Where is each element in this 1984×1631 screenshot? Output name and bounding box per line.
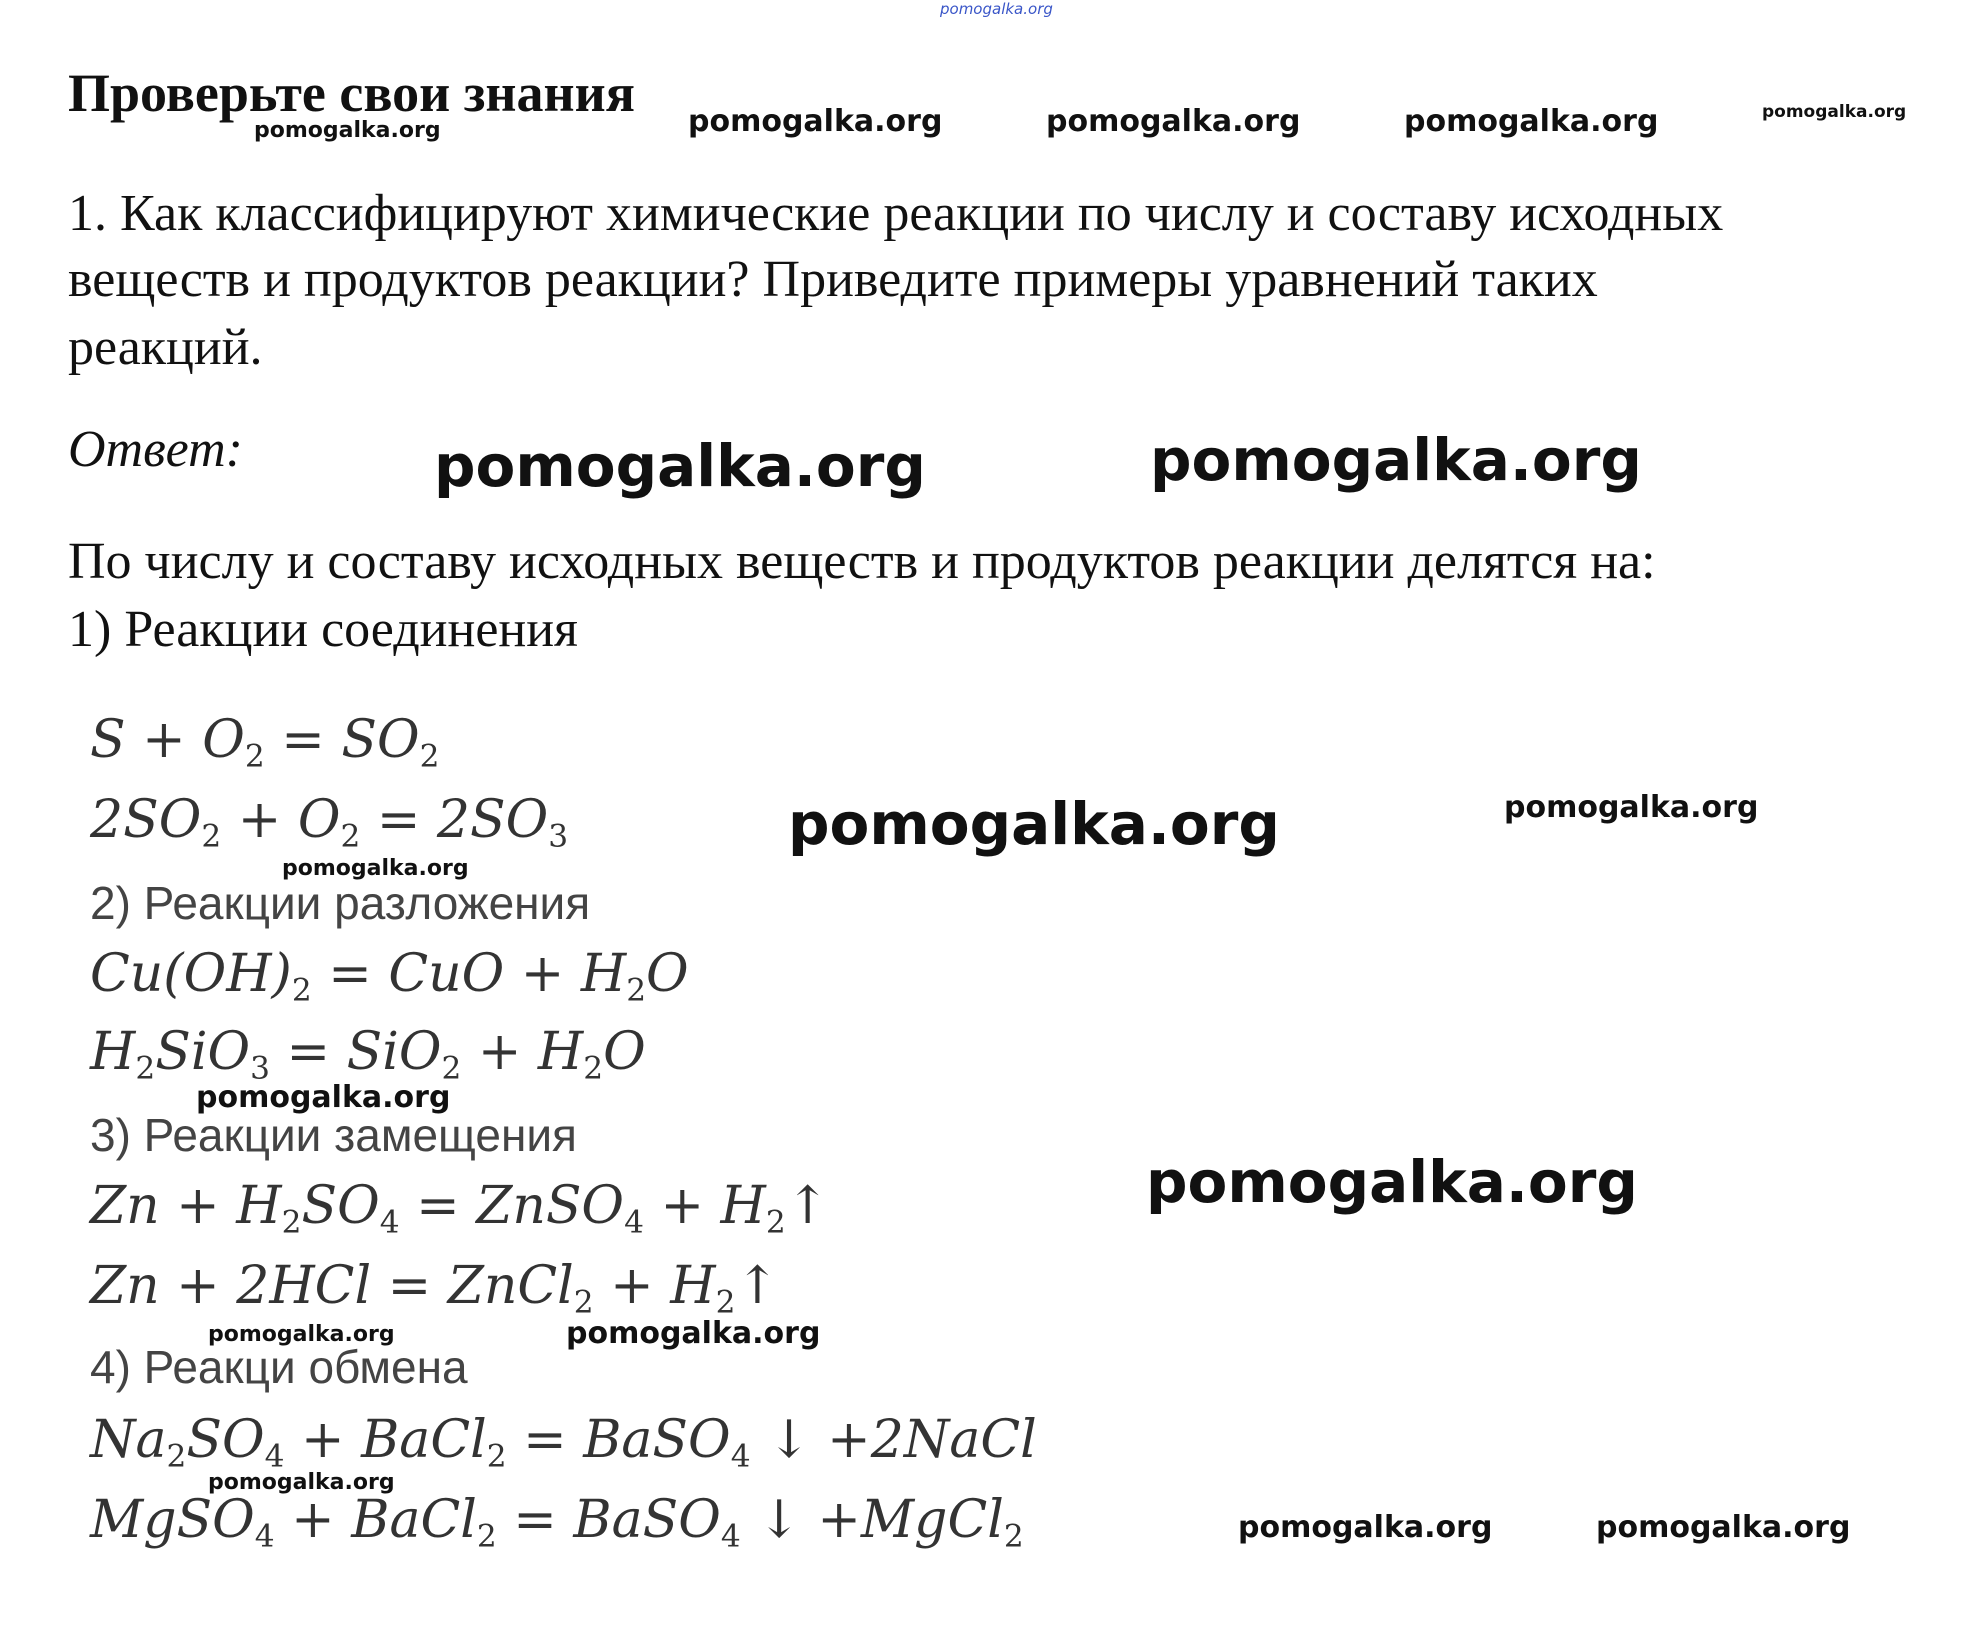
watermark: pomogalka.org [208,1470,395,1495]
section-exchange-heading: 4) Реакци обмена [90,1341,468,1393]
watermark: pomogalka.org [788,790,1280,858]
equation: $2SO_2 + O_2 = 2SO_3$ [90,790,569,855]
watermark: pomogalka.org [688,104,943,139]
question-line-1: 1. Как классифицируют химические реакции по числу и составу исходных [68,185,1724,242]
watermark: pomogalka.org [1146,1148,1638,1216]
watermark-top: pomogalka.org [940,0,1053,18]
watermark: pomogalka.org [1238,1510,1493,1545]
watermark: pomogalka.org [1150,426,1642,494]
section-compound-heading: 1) Реакции соединения [68,601,578,658]
watermark: pomogalka.org [282,856,469,881]
section-substitution-heading: 3) Реакции замещения [90,1109,577,1161]
watermark: pomogalka.org [208,1322,395,1347]
watermark: pomogalka.org [566,1316,821,1351]
equation: Zn + 2HCl = ZnCl$_2$ + $H_2↑$ [90,1256,780,1321]
watermark: pomogalka.org [1596,1510,1851,1545]
answer-label: Ответ: [68,421,243,478]
question-line-2: веществ и продуктов реакции? Приведите примеры уравнений таких [68,251,1598,308]
equation: $Zn + H_2SO_4$ = ZnSO$_4$ + $H_2↑$ [90,1176,830,1241]
watermark: pomogalka.org [196,1080,451,1115]
watermark: pomogalka.org [434,432,926,500]
watermark: pomogalka.org [1046,104,1301,139]
equation: $Cu(OH)_2$ = CuO + $H_2O$ [90,944,689,1009]
equation: $S + O_2 = SO_2$ [90,710,440,775]
section-decomposition-heading: 2) Реакции разложения [90,877,591,929]
watermark: pomogalka.org [1404,104,1659,139]
equation: MgSO$_4$ + BaCl$_2$ = BaSO$_4$ ↓ +MgCl$_2$ [90,1490,1024,1555]
watermark: pomogalka.org [1504,790,1759,825]
watermark: pomogalka.org [1762,102,1907,122]
watermark: pomogalka.org [254,118,441,143]
equation: $Na_2SO_4$ + BaCl$_2$ = BaSO$_4$ ↓ +2NaCl [90,1410,1037,1475]
question-line-3: реакций. [68,319,263,376]
equation: $H_2SiO_3 = SiO_2 + H_2O$ [90,1022,646,1087]
intro-text: По числу и составу исходных веществ и продуктов реакции делятся на: [68,533,1656,590]
page-heading: Проверьте свои знания [68,63,635,123]
